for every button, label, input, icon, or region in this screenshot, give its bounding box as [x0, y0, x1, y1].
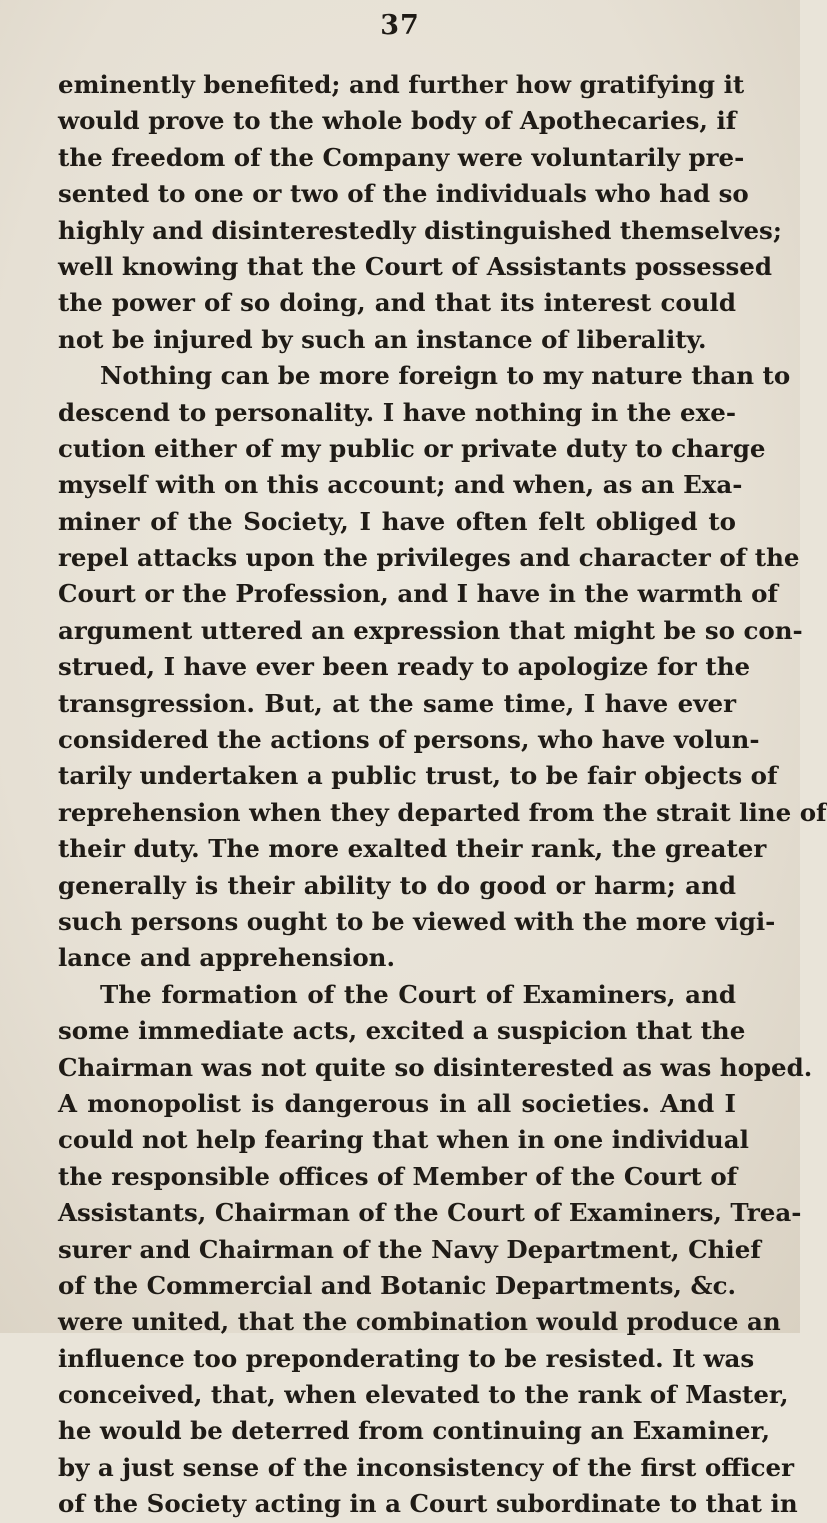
text-line: Nothing can be more foreign to my nature than to	[100, 361, 791, 391]
text-line: Chairman was not quite so disinterested as was hoped.	[58, 1052, 813, 1082]
text-line: myself with on this account; and when, as an Exa-	[58, 470, 743, 500]
text-line: not be injured by such an instance of liberality.	[58, 324, 707, 354]
text-line: surer and Chairman of the Navy Department, Chief	[58, 1234, 761, 1264]
text-line: descend to personality. I have nothing in the exe-	[58, 397, 736, 427]
text-line: sented to one or two of the individuals who had so	[58, 179, 749, 209]
text-line: The formation of the Court of Examiners, and	[100, 979, 736, 1009]
body-text	[58, 67, 827, 1523]
text-line: repel attacks upon the privileges and character of the	[58, 543, 800, 573]
text-line: he would be deterred from continuing an Examiner,	[58, 1416, 771, 1446]
text-line: Court or the Profession, and I have in the warmth of	[58, 579, 778, 609]
text-line: considered the actions of persons, who have volun-	[58, 725, 760, 755]
text-line: would prove to the whole body of Apothecaries, if	[58, 106, 737, 136]
text-line: influence too preponderating to be resisted. It was	[58, 1343, 755, 1373]
text-line: highly and disinterestedly distinguished themselves;	[58, 215, 782, 245]
text-line: tarily undertaken a public trust, to be fair objects of	[58, 761, 778, 791]
text-line: the responsible offices of Member of the Court of	[58, 1161, 738, 1191]
text-line: lance and apprehension.	[58, 943, 396, 973]
text-line: miner of the Society, I have often felt obliged to	[58, 506, 736, 536]
text-line: strued, I have ever been ready to apologize for the	[58, 652, 751, 682]
text-line: reprehension when they departed from the strait line of	[58, 797, 827, 827]
text-line: the power of so doing, and that its interest could	[58, 288, 736, 318]
text-line: well knowing that the Court of Assistants possessed	[58, 251, 773, 281]
text-line: transgression. But, at the same time, I have ever	[58, 688, 736, 718]
text-line: such persons ought to be viewed with the more vigi-	[58, 906, 776, 936]
text-line: Assistants, Chairman of the Court of Examiners, Trea-	[58, 1198, 802, 1228]
text-line: eminently benefited; and further how gratifying it	[58, 70, 745, 99]
text-line: generally is their ability to do good or harm; and	[58, 870, 736, 900]
text-line: A monopolist is dangerous in all societies. And I	[58, 1088, 736, 1118]
text-line: were united, that the combination would produce an	[58, 1307, 781, 1337]
text-line: the freedom of the Company were voluntarily pre-	[58, 142, 745, 172]
text-line: cution either of my public or private duty to charge	[58, 433, 766, 463]
text-line: their duty. The more exalted their rank, the greater	[58, 834, 767, 864]
text-line: conceived, that, when elevated to the rank of Master,	[58, 1380, 789, 1410]
text-line: by a just sense of the inconsistency of the first officer	[58, 1452, 795, 1482]
text-line: could not help fearing that when in one individual	[58, 1125, 749, 1155]
text-line: argument uttered an expression that might be so con-	[58, 615, 803, 645]
text-line: some immediate acts, excited a suspicion that the	[58, 1016, 746, 1046]
page-number: 37	[380, 10, 420, 41]
text-line: of the Society acting in a Court subordinate to that in	[58, 1489, 798, 1519]
text-line: of the Commercial and Botanic Departments, &c.	[58, 1270, 737, 1300]
